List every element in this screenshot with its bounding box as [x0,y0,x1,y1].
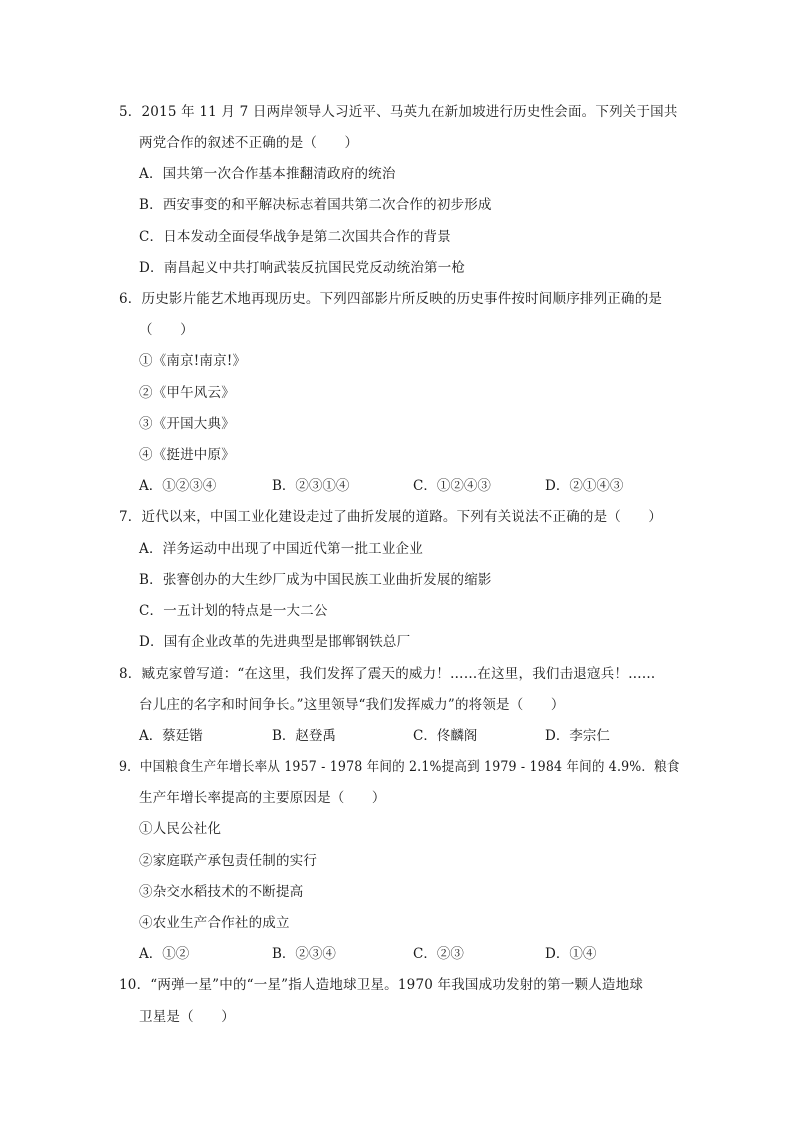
question-7-option-a: A．洋务运动中出现了中国近代第一批工业企业 [139,541,423,557]
question-8-choice-d: D．李宗仁 [545,728,610,744]
question-6-item-4: ④《挺进中原》 [139,447,235,463]
question-6-item-3: ③《开国大典》 [139,416,235,432]
question-5-option-c: C．日本发动全面侵华战争是第二次国共合作的背景 [139,229,451,245]
question-6-choice-d: D．②①④③ [545,478,624,494]
question-6-item-2: ②《甲午风云》 [139,385,235,401]
question-5-stem-line-2: 两党合作的叙述不正确的是（ ） [139,135,359,151]
question-7-option-d: D．国有企业改革的先进典型是邯郸钢铁总厂 [139,634,411,650]
question-9-item-1: ①人民公社化 [139,821,222,837]
question-9-stem-line-1: 9．中国粮食生产年增长率从 1957 - 1978 年间的 2.1%提高到 1979 - 1984 年间的 4.9%．粮食 [119,759,680,775]
question-9-stem-line-2: 生产年增长率提高的主要原因是（ ） [139,790,386,806]
question-8-stem-line-2: 台儿庄的名字和时间争长。”这里领导“我们发挥威力”的将领是（ ） [139,697,565,713]
question-9-choice-a: A．①② [139,946,190,962]
question-6-choice-a: A．①②③④ [139,478,217,494]
question-8-choice-c: C．佟麟阁 [413,728,478,744]
question-6-choice-c: C．①②④③ [413,478,491,494]
question-6-stem-line-1: 6．历史影片能艺术地再现历史。下列四部影片所反映的历史事件按时间顺序排列正确的是 [119,291,663,307]
question-10-stem-line-2: 卫星是（ ） [139,1009,235,1025]
question-5-option-d: D．南昌起义中共打响武装反抗国民党反动统治第一枪 [139,260,466,276]
question-5-stem-line-1: 5．2015 年 11 月 7 日两岸领导人习近平、马英九在新加坡进行历史性会面。下列关于国共 [119,104,678,120]
question-9-item-4: ④农业生产合作社的成立 [139,915,290,931]
question-8-choice-b: B．赵登禹 [272,728,336,744]
question-8-stem-line-1: 8．臧克家曾写道：“在这里，我们发挥了震天的威力！……在这里，我们击退寇兵！…… [119,666,656,682]
question-9-choice-b: B．②③④ [272,946,336,962]
question-10-stem-line-1: 10．“两弹一星”中的“一星”指人造地球卫星。1970 年我国成功发射的第一颗人造地球 [119,977,644,993]
question-9-choice-d: D．①④ [545,946,597,962]
question-8-choice-a: A．蔡廷锴 [139,728,203,744]
question-7-option-b: B．张謇创办的大生纱厂成为中国民族工业曲折发展的缩影 [139,572,492,588]
question-6-choice-b: B．②③①④ [272,478,350,494]
question-9-choice-c: C．②③ [413,946,464,962]
question-6-item-1: ①《南京!南京!》 [139,353,247,369]
question-7-option-c: C．一五计划的特点是一大二公 [139,603,328,619]
question-5-option-b: B．西安事变的和平解决标志着国共第二次合作的初步形成 [139,197,492,213]
question-9-item-3: ③杂交水稻技术的不断提高 [139,884,304,900]
question-7-stem-line-1: 7．近代以来，中国工业化建设走过了曲折发展的道路。下列有关说法不正确的是（ ） [119,509,663,525]
question-6-stem-line-2: （ ） [139,322,194,338]
question-9-item-2: ②家庭联产承包责任制的实行 [139,853,318,869]
question-5-option-a: A．国共第一次合作基本推翻清政府的统治 [139,166,396,182]
